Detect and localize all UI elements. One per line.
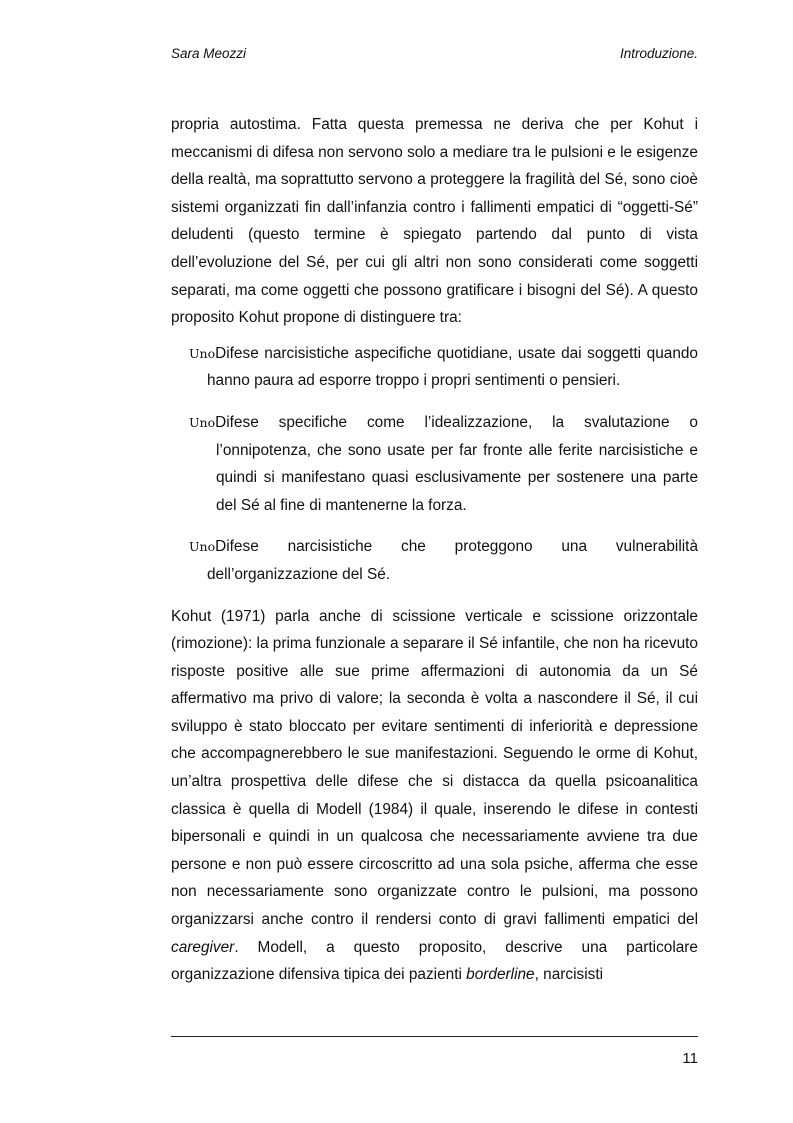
paragraph-text: Kohut (1971) parla anche di scissione verticale e scissione orizzontale (rimozione): la prima funzionale a separare il Sé infantile, che non ha ricevuto risposte positive alle sue prime affermazioni di autonomia da un Sé affermativo ma privo di valore; la seconda è volta a nascondere il Sé, il cui sviluppo è stato bloccato per evitare sentimenti di inferiorità e depressione che accompagnerebbero le sue manifestazioni. Seguendo le orme di Kohut, un’altra prospettiva delle difese che si distacca da quella psicoanalitica classica è quella di Modell (1984) il quale, inserendo le difese in contesti bipersonali e quindi in un qualcosa che necessariamente avviene tra due persone e non può essere circoscritto ad una sola psiche, afferma che esse non necessariamente sono organizzate contro le pulsioni, ma possono organizzarsi anche contro il rendersi conto di gravi fallimenti empatici del (171, 607, 698, 929)
list-item (171, 409, 698, 519)
header-section-title: Introduzione. (619, 46, 698, 61)
bullet-marker: Uno (189, 414, 216, 430)
footer-divider (171, 1036, 698, 1037)
paragraph-text: . Modell, a questo proposito, descrive una particolare organizzazione difensiva tipica dei pazienti (171, 938, 698, 984)
paragraph-kohut-modell (171, 603, 698, 989)
running-header (171, 46, 698, 66)
italic-term: borderline (466, 966, 535, 984)
bullet-marker: Uno (189, 345, 216, 361)
header-author: Sara Meozzi (171, 46, 247, 61)
page-number: 11 (682, 1050, 698, 1067)
italic-term: caregiver (171, 938, 235, 956)
list-item-text: Difese narcisistiche aspecifiche quotidiane, usate dai soggetti quando hanno paura ad esporre troppo i propri sentimenti o pensieri. (207, 344, 698, 390)
defense-types-list (171, 340, 698, 589)
paragraph-intro: propria autostima. Fatta questa premessa ne deriva che per Kohut i meccanismi di difesa non servono solo a mediare tra le pulsioni e le esigenze della realtà, ma soprattutto servono a proteggere la fragilità del Sé, sono cioè sistemi organizzati fin dall’infanzia contro i fallimenti empatici di “oggetti-Sé” deludenti (questo termine è spiegato partendo dal punto di vista dell’evoluzione del Sé, per cui gli altri non sono considerati come soggetti separati, ma come oggetti che possono gratificare i bisogni del Sé). A questo proposito Kohut propone di distinguere tra: (171, 116, 698, 327)
list-item-text: Difese specifiche come l’idealizzazione, la svalutazione o l’onnipotenza, che sono usate per far fronte alle ferite narcisistiche e quindi si manifestano quasi esclusivamente per sostenere una parte del Sé al fine di mantenerne la forza. (215, 413, 698, 514)
paragraph-text: , narcisisti (534, 966, 604, 984)
page-body (171, 111, 698, 989)
bullet-marker: Uno (189, 539, 216, 555)
list-item-text: Difese narcisistiche che proteggono una vulnerabilità dell’organizzazione del Sé. (207, 538, 698, 583)
list-item (171, 340, 698, 395)
list-item (171, 533, 698, 588)
